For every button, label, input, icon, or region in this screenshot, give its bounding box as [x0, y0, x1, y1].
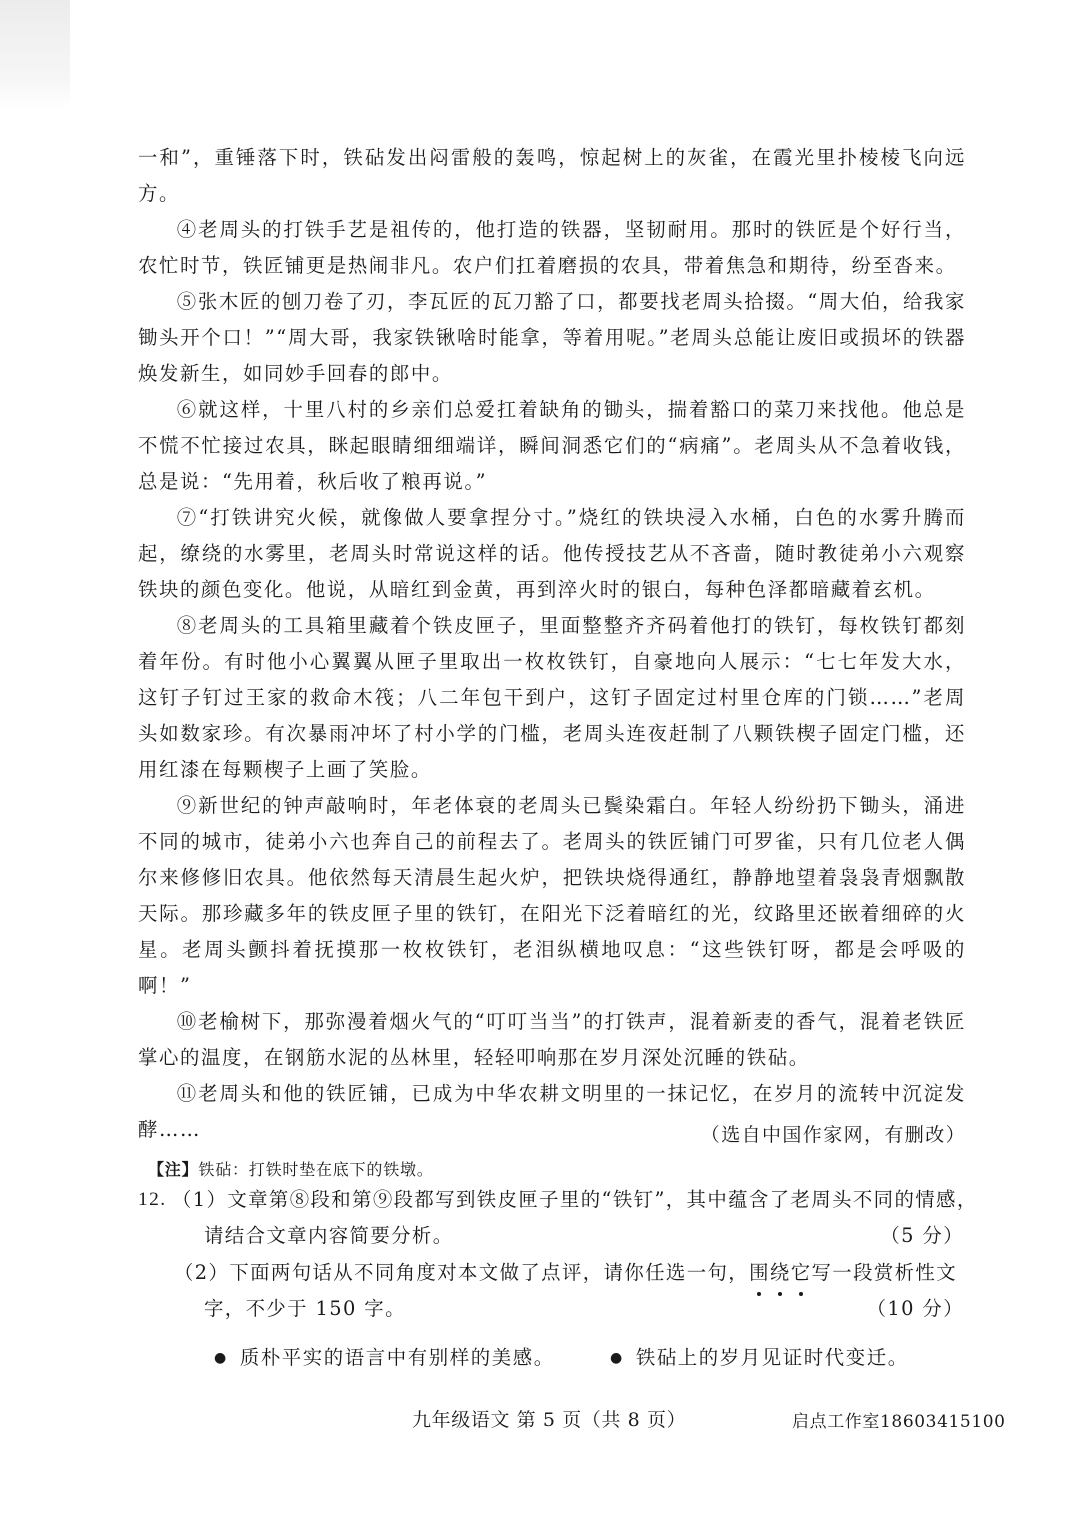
paragraph-4: ④老周头的打铁手艺是祖传的，他打造的铁器，坚韧耐用。那时的铁匠是个好行当，农忙时节，铁匠铺更是热闹非凡。农户们扛着磨损的农具，带着焦急和期待，纷至沓来。	[138, 218, 966, 277]
paragraph-5: ⑤张木匠的刨刀卷了刃，李瓦匠的瓦刀豁了口，都要找老周头拾掇。“周大伯，给我家锄头开个口！”“周大哥，我家铁锹啥时能拿，等着用呢。”老周头总能让废旧或损坏的铁器焕发新生，如同妙手回春的郎中。	[138, 290, 966, 385]
paragraph-continuation: 一和”，重锤落下时，铁砧发出闷雷般的轰鸣，惊起树上的灰雀，在霞光里扑棱棱飞向远方。	[138, 146, 966, 205]
question-2-text-line-1	[174, 1255, 957, 1291]
bullet-icon: ●	[214, 1350, 228, 1366]
question-1-text-line-1: （1）文章第⑧段和第⑨段都写到铁皮匣子里的“铁钉”，其中蕴含了老周头不同的情感，	[172, 1188, 978, 1211]
question-2-text-before: （2）下面两句话从不同角度对本文做了点评，请你任选一句，	[174, 1261, 750, 1284]
question-2-text-after: 写一段赏析性文	[811, 1261, 958, 1284]
option-text-2: 铁砧上的岁月见证时代变迁。	[635, 1346, 909, 1369]
question-1-text-line-2: 请结合文章内容简要分析。	[204, 1224, 454, 1247]
studio-watermark: 启点工作室18603415100	[792, 1412, 1006, 1432]
footnote	[148, 1157, 434, 1180]
paragraph-6: ⑥就这样，十里八村的乡亲们总爱扛着缺角的锄头，揣着豁口的菜刀来找他。他总是不慌不忙接过农具，眯起眼睛细细端详，瞬间洞悉它们的“病痛”。老周头从不急着收钱，总是说：“先用着，秋后收了粮再说。”	[138, 398, 966, 493]
paragraph-7: ⑦“打铁讲究火候，就像做人要拿捏分寸。”烧红的铁块浸入水桶，白色的水雾升腾而起，缭绕的水雾里，老周头时常说这样的话。他传授技艺从不吝啬，随时教徒弟小六观察铁块的颜色变化。他说，从暗红到金黄，再到淬火时的银白，每种色泽都暗藏着玄机。	[138, 506, 966, 601]
scan-corner-shadow	[0, 0, 70, 110]
article-body	[138, 140, 966, 1148]
question-2-text-line-2: 字，不少于 150 字。	[204, 1297, 406, 1320]
option-item-1	[214, 1340, 555, 1376]
emphasis-char-3: 它	[791, 1255, 812, 1291]
option-text-1: 质朴平实的语言中有别样的美感。	[239, 1346, 555, 1369]
bullet-icon: ●	[610, 1350, 624, 1366]
question-1-score: （5 分）	[880, 1224, 964, 1247]
question-number: 12.	[138, 1189, 167, 1210]
paragraph-10: ⑩老榆树下，那弥漫着烟火气的“叮叮当当”的打铁声，混着新麦的香气，混着老铁匠掌心的温度，在钢筋水泥的丛林里，轻轻叩响那在岁月深处沉睡的铁砧。	[138, 1010, 966, 1069]
question-2-score: （10 分）	[866, 1297, 964, 1320]
paragraph-9: ⑨新世纪的钟声敲响时，年老体衰的老周头已鬓染霜白。年轻人纷纷扔下锄头，涌进不同的城市，徒弟小六也奔自己的前程去了。老周头的铁匠铺门可罗雀，只有几位老人偶尔来修修旧农具。他依然每天清晨生起火炉，把铁块烧得通红，静静地望着袅袅青烟飘散天际。那珍藏多年的铁皮匣子里的铁钉，在阳光下泛着暗红的光，纹路里还嵌着细碎的火星。老周头颤抖着抚摸那一枚枚铁钉，老泪纵横地叹息：“这些铁钉呀，都是会呼吸的啊！”	[138, 794, 966, 997]
article-source: （选自中国作家网，有删改）	[700, 1124, 966, 1146]
paragraph-8: ⑧老周头的工具箱里藏着个铁皮匣子，里面整整齐齐码着他打的铁钉，每枚铁钉都刻着年份。有时他小心翼翼从匣子里取出一枚枚铁钉，自豪地向人展示：“七七年发大水，这钉子钉过王家的救命木筏；八二年包干到户，这钉子固定过村里仓库的门锁……”老周头如数家珍。有次暴雨冲坏了村小学的门槛，老周头连夜赶制了八颗铁楔子固定门槛，还用红漆在每颗楔子上画了笑脸。	[138, 614, 966, 781]
emphasis-char-2: 绕	[770, 1255, 791, 1291]
page-number: 九年级语文 第 5 页（共 8 页）	[412, 1409, 687, 1431]
option-item-2	[610, 1340, 909, 1376]
footnote-tag: 【注】	[148, 1160, 199, 1179]
footnote-text: 铁砧：打铁时垫在底下的铁墩。	[198, 1160, 434, 1179]
paragraph-11: ⑪老周头和他的铁匠铺，已成为中华农耕文明里的一抹记忆，在岁月的流转中沉淀发酵……	[138, 1082, 966, 1141]
emphasis-char-1: 围	[749, 1255, 770, 1291]
